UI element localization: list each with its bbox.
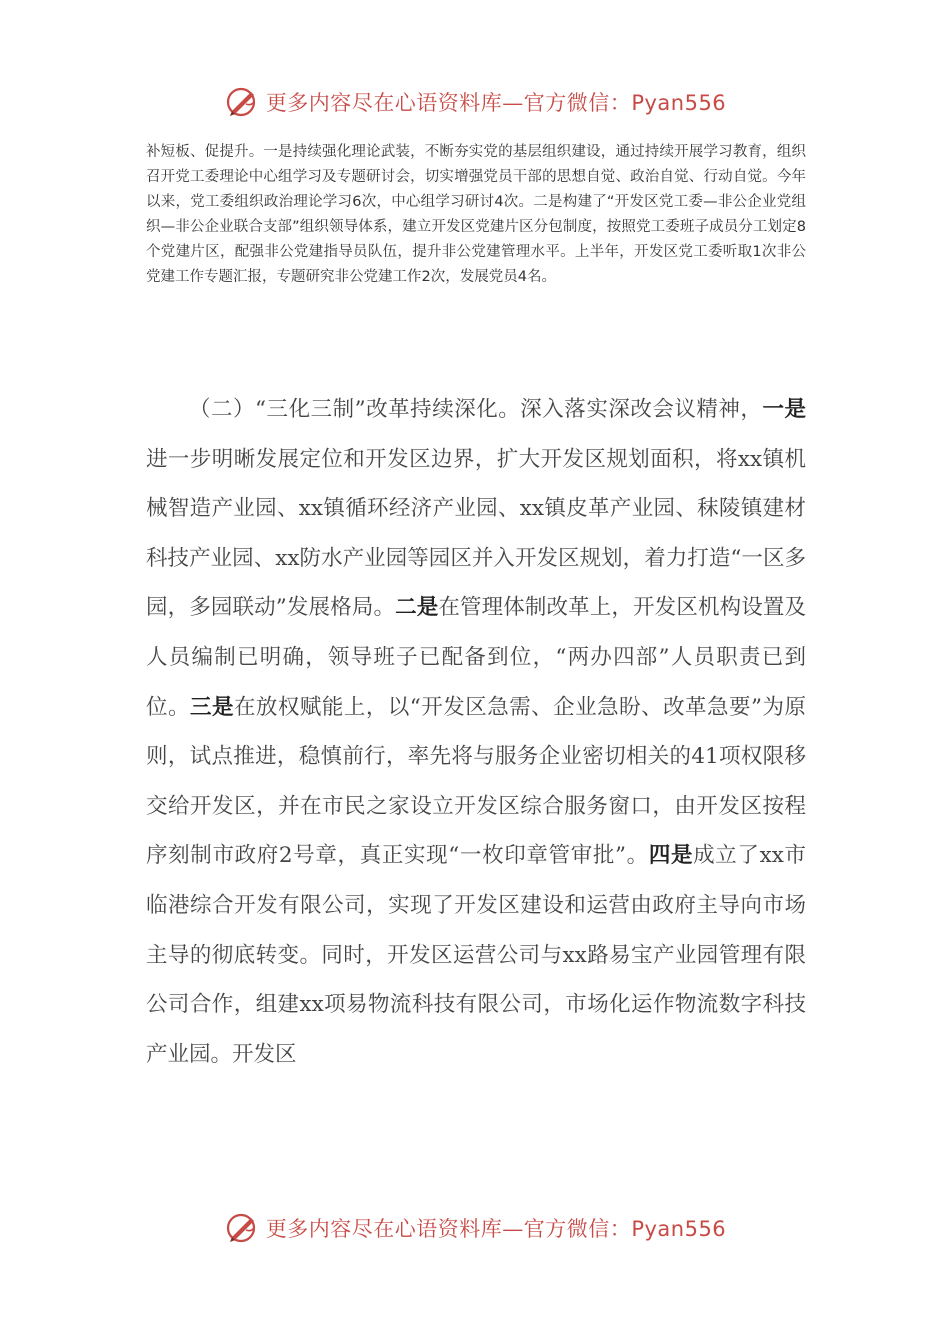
paragraph-small: 补短板、促提升。一是持续强化理论武装，不断夯实党的基层组织建设，通过持续开展学习教育，组织召开党工委理论中心组学习及专题研讨会，切实增强党员干部的思想自觉、政治自觉、行动自觉。今年以来，党工委组织政治理论学习6次，中心组学习研讨4次。二是构建了“开发区党工委—非公企业党组织—非公企业联合支部”组织领导体系，建立开发区党建片区分包制度，按照党工委班子成员分工划定8个党建片区，配强非公党建指导员队伍，提升非公党建管理水平。上半年，开发区党工委听取1次非公党建工作专题汇报，专题研究非公党建工作2次，发展党员4名。 (146, 144, 806, 285)
banner-text: 更多内容尽在心语资料库—官方微信：Pyan556 (265, 1217, 727, 1241)
wechat-id: Pyan556 (631, 91, 727, 115)
text-run: （二）“三化三制”改革持续深化。深入落实深改会议精神， (189, 397, 763, 422)
pen-logo-icon (224, 84, 260, 120)
banner-text: 更多内容尽在心语资料库—官方微信：Pyan556 (265, 91, 727, 115)
bold-marker: 一是 (762, 397, 806, 422)
header-banner (0, 80, 950, 124)
wechat-id: Pyan556 (631, 1217, 727, 1241)
bold-marker: 四是 (648, 843, 694, 869)
bold-marker: 三是 (189, 694, 234, 720)
text-run: 进一步明晰发展定位和开发区边界，扩大开发区规划面积，将xx镇机械智造产业园、xx镇循环经济产业园、xx镇皮革产业园、秣陵镇建材科技产业园、xx防水产业园等园区并入开发区规划，着力打造“一区多园，多园联动”发展格局。 (146, 446, 806, 621)
bold-marker: 二是 (395, 595, 439, 621)
pen-logo-icon (224, 1210, 260, 1246)
text-run: 成立了xx市临港综合开发有限公司，实现了开发区建设和运营由政府主导向市场主导的彻底转变。同时，开发区运营公司与xx路易宝产业园管理有限公司合作，组建xx项易物流科技有限公司，市场化运作物流数字科技产业园。开发区 (146, 843, 806, 1067)
footer-banner (0, 1206, 950, 1250)
paragraph-main (146, 385, 806, 1079)
text-run: 在放权赋能上，以“开发区急需、企业急盼、改革急要”为原则，试点推进，稳慎前行，率先将与服务企业密切相关的41项权限移交给开发区，并在市民之家设立开发区综合服务窗口，由开发区按程序刻制市政府2号章，真正实现“一枚印章管审批”。 (146, 694, 806, 869)
text-run: 在管理体制改革上，开发区机构设置及人员编制已明确，领导班子已配备到位，“两办四部”人员职责已到位。 (146, 595, 806, 720)
